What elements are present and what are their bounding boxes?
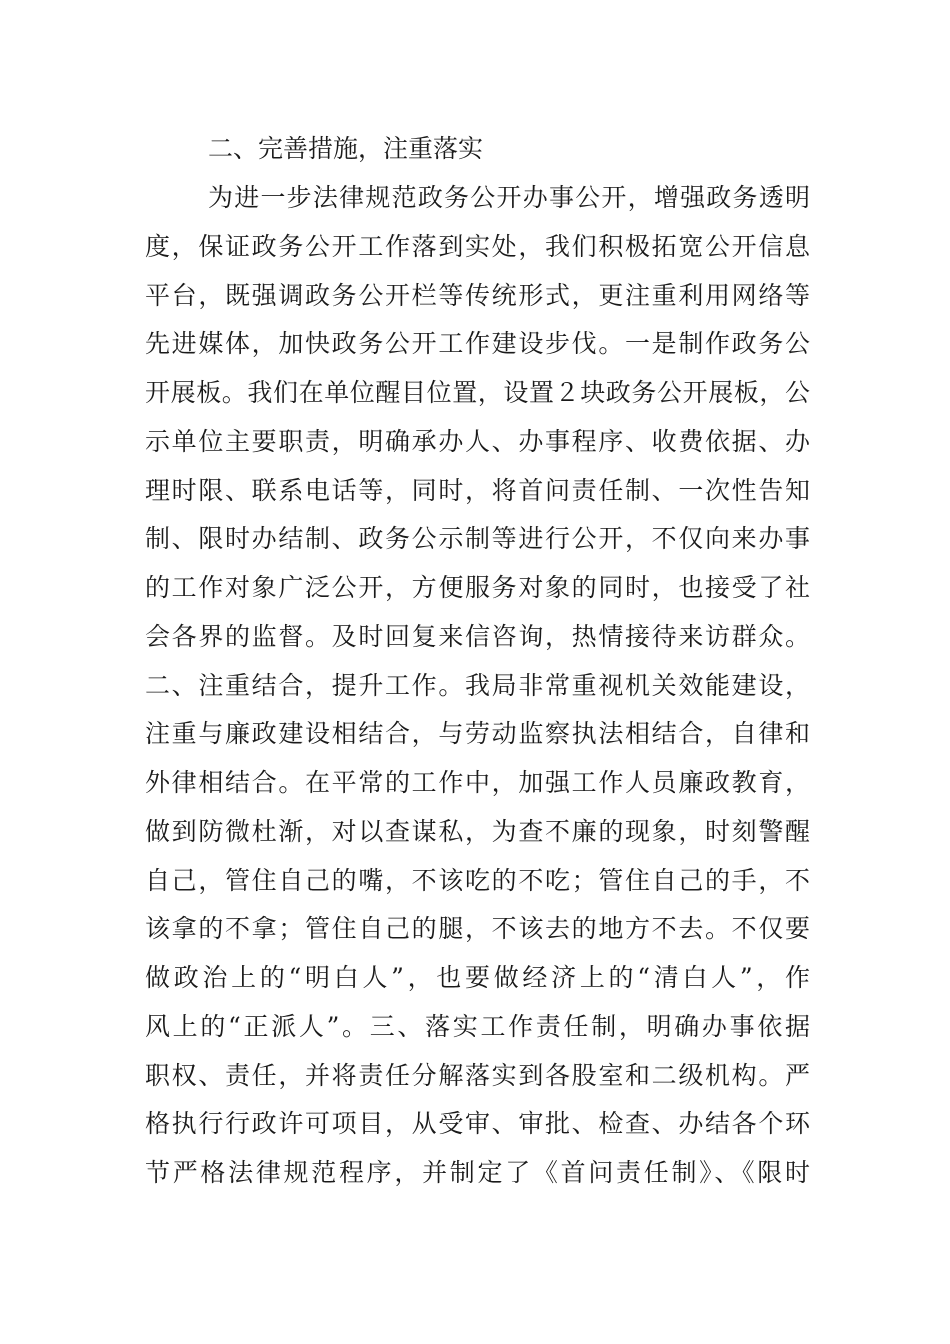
text-line: 开展板。我们在单位醒目位置，设置２块政务公开展板，公	[145, 378, 810, 407]
text-line: 度，保证政务公开工作落到实处，我们积极拓宽公开信息	[145, 231, 810, 261]
text-line: 会各界的监督。及时回复来信咨询，热情接待来访群众。	[145, 621, 810, 651]
text-line: 节严格法律规范程序，并制定了《首问责任制》、《限时	[145, 1158, 810, 1187]
text-line: 做政治上的“明白人”，也要做经济上的“清白人”，作	[145, 963, 810, 992]
text-line: 先进媒体，加快政务公开工作建设步伐。一是制作政务公	[145, 329, 810, 359]
text-line: 注重与廉政建设相结合，与劳动监察执法相结合，自律和	[145, 719, 810, 749]
text-line: 制、限时办结制、政务公示制等进行公开，不仅向来办事	[145, 524, 810, 554]
text-line: 的工作对象广泛公开，方便服务对象的同时，也接受了社	[145, 573, 810, 602]
text-line: 示单位主要职责，明确承办人、办事程序、收费依据、办	[145, 426, 810, 456]
text-line: 平台，既强调政务公开栏等传统形式，更注重利用网络等	[145, 280, 810, 310]
text-line: 为进一步法律规范政务公开办事公开，增强政务透明	[208, 183, 810, 212]
text-line: 风上的“正派人”。三、落实工作责任制，明确办事依据	[145, 1011, 810, 1041]
text-line: 格执行行政许可项目，从受审、审批、检查、办结各个环	[145, 1109, 810, 1139]
text-line: 做到防微杜渐，对以查谋私，为查不廉的现象，时刻警醒	[145, 816, 810, 846]
text-line: 职权、责任，并将责任分解落实到各股室和二级机构。严	[145, 1060, 810, 1090]
body-text	[145, 174, 810, 1198]
text-line: 二、注重结合，提升工作。我局非常重视机关效能建设，	[145, 670, 810, 700]
text-line: 理时限、联系电话等，同时，将首问责任制、一次性告知	[145, 475, 810, 505]
text-line: 外律相结合。在平常的工作中，加强工作人员廉政教育，	[145, 768, 810, 797]
text-line: 该拿的不拿；管住自己的腿，不该去的地方不去。不仅要	[145, 914, 810, 944]
section-heading: 二、完善措施，注重落实	[208, 134, 484, 163]
text-line: 自己，管住自己的嘴，不该吃的不吃；管住自己的手，不	[145, 865, 810, 895]
